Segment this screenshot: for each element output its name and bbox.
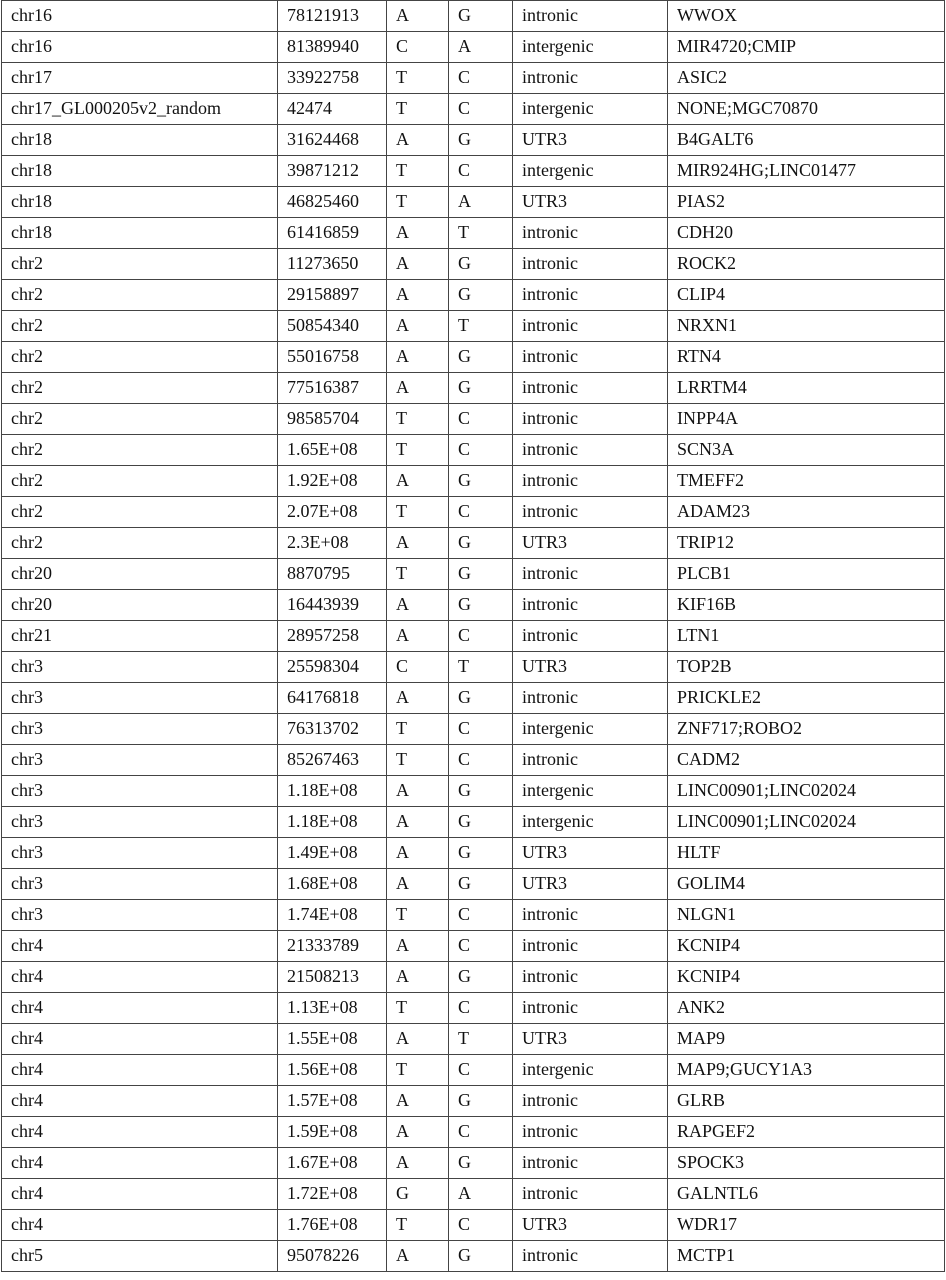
region-cell: intronic [513,590,668,621]
position-cell: 1.55E+08 [278,1024,387,1055]
alt-allele-cell: G [449,683,513,714]
table-row [2,342,945,373]
table-row [2,745,945,776]
table-row [2,776,945,807]
alt-allele-cell: G [449,249,513,280]
ref-allele-cell: C [387,32,449,63]
ref-allele-cell: T [387,187,449,218]
position-cell: 21508213 [278,962,387,993]
chromosome-cell: chr3 [2,714,278,745]
alt-allele-cell: A [449,1179,513,1210]
position-cell: 1.18E+08 [278,776,387,807]
position-cell: 1.65E+08 [278,435,387,466]
position-cell: 31624468 [278,125,387,156]
alt-allele-cell: C [449,931,513,962]
region-cell: intergenic [513,807,668,838]
position-cell: 28957258 [278,621,387,652]
chromosome-cell: chr16 [2,1,278,32]
position-cell: 29158897 [278,280,387,311]
alt-allele-cell: G [449,125,513,156]
gene-cell: SPOCK3 [668,1148,945,1179]
region-cell: intronic [513,993,668,1024]
gene-cell: MAP9 [668,1024,945,1055]
position-cell: 50854340 [278,311,387,342]
table-row [2,1241,945,1272]
table-row [2,249,945,280]
ref-allele-cell: G [387,1179,449,1210]
chromosome-cell: chr21 [2,621,278,652]
alt-allele-cell: G [449,1086,513,1117]
region-cell: intronic [513,745,668,776]
alt-allele-cell: G [449,590,513,621]
region-cell: intronic [513,1117,668,1148]
chromosome-cell: chr2 [2,373,278,404]
position-cell: 1.59E+08 [278,1117,387,1148]
alt-allele-cell: C [449,993,513,1024]
region-cell: UTR3 [513,125,668,156]
table-row [2,280,945,311]
region-cell: intronic [513,218,668,249]
chromosome-cell: chr2 [2,435,278,466]
chromosome-cell: chr2 [2,528,278,559]
position-cell: 1.57E+08 [278,1086,387,1117]
table-row [2,621,945,652]
ref-allele-cell: T [387,435,449,466]
position-cell: 33922758 [278,63,387,94]
table-row [2,931,945,962]
table-row [2,559,945,590]
table-row [2,311,945,342]
table-row [2,497,945,528]
table-row [2,125,945,156]
region-cell: intronic [513,931,668,962]
chromosome-cell: chr3 [2,745,278,776]
region-cell: intronic [513,962,668,993]
alt-allele-cell: G [449,1148,513,1179]
chromosome-cell: chr2 [2,497,278,528]
table-row [2,32,945,63]
position-cell: 55016758 [278,342,387,373]
chromosome-cell: chr3 [2,652,278,683]
position-cell: 1.74E+08 [278,900,387,931]
alt-allele-cell: G [449,838,513,869]
table-row [2,528,945,559]
chromosome-cell: chr3 [2,807,278,838]
region-cell: UTR3 [513,838,668,869]
gene-cell: CDH20 [668,218,945,249]
chromosome-cell: chr4 [2,962,278,993]
chromosome-cell: chr17 [2,63,278,94]
ref-allele-cell: A [387,466,449,497]
alt-allele-cell: T [449,311,513,342]
ref-allele-cell: T [387,497,449,528]
ref-allele-cell: A [387,528,449,559]
position-cell: 11273650 [278,249,387,280]
position-cell: 81389940 [278,32,387,63]
gene-cell: KCNIP4 [668,962,945,993]
chromosome-cell: chr18 [2,125,278,156]
gene-cell: ZNF717;ROBO2 [668,714,945,745]
table-row [2,373,945,404]
ref-allele-cell: T [387,1210,449,1241]
alt-allele-cell: G [449,466,513,497]
gene-cell: GOLIM4 [668,869,945,900]
chromosome-cell: chr3 [2,838,278,869]
ref-allele-cell: T [387,1055,449,1086]
chromosome-cell: chr16 [2,32,278,63]
alt-allele-cell: A [449,187,513,218]
gene-cell: KCNIP4 [668,931,945,962]
ref-allele-cell: A [387,838,449,869]
table-row [2,466,945,497]
ref-allele-cell: A [387,218,449,249]
table-row [2,1179,945,1210]
ref-allele-cell: A [387,931,449,962]
gene-cell: GALNTL6 [668,1179,945,1210]
position-cell: 46825460 [278,187,387,218]
ref-allele-cell: A [387,1024,449,1055]
variant-table [1,0,945,1272]
chromosome-cell: chr3 [2,683,278,714]
alt-allele-cell: G [449,807,513,838]
chromosome-cell: chr2 [2,280,278,311]
ref-allele-cell: T [387,900,449,931]
region-cell: intronic [513,280,668,311]
alt-allele-cell: C [449,497,513,528]
gene-cell: KIF16B [668,590,945,621]
alt-allele-cell: G [449,280,513,311]
region-cell: intronic [513,621,668,652]
alt-allele-cell: T [449,218,513,249]
region-cell: intronic [513,311,668,342]
chromosome-cell: chr2 [2,311,278,342]
table-row [2,714,945,745]
ref-allele-cell: T [387,63,449,94]
alt-allele-cell: G [449,528,513,559]
region-cell: UTR3 [513,528,668,559]
position-cell: 1.67E+08 [278,1148,387,1179]
gene-cell: ADAM23 [668,497,945,528]
chromosome-cell: chr20 [2,590,278,621]
region-cell: intronic [513,900,668,931]
chromosome-cell: chr4 [2,1179,278,1210]
region-cell: intergenic [513,156,668,187]
gene-cell: ROCK2 [668,249,945,280]
region-cell: intronic [513,1148,668,1179]
table-row [2,652,945,683]
alt-allele-cell: G [449,869,513,900]
ref-allele-cell: A [387,807,449,838]
alt-allele-cell: C [449,1055,513,1086]
alt-allele-cell: C [449,621,513,652]
position-cell: 1.72E+08 [278,1179,387,1210]
ref-allele-cell: A [387,776,449,807]
table-row [2,590,945,621]
chromosome-cell: chr3 [2,776,278,807]
gene-cell: RAPGEF2 [668,1117,945,1148]
position-cell: 64176818 [278,683,387,714]
position-cell: 1.68E+08 [278,869,387,900]
position-cell: 42474 [278,94,387,125]
chromosome-cell: chr4 [2,1117,278,1148]
chromosome-cell: chr2 [2,466,278,497]
ref-allele-cell: A [387,249,449,280]
alt-allele-cell: G [449,342,513,373]
alt-allele-cell: G [449,776,513,807]
gene-cell: PLCB1 [668,559,945,590]
alt-allele-cell: C [449,156,513,187]
position-cell: 2.07E+08 [278,497,387,528]
table-row [2,63,945,94]
ref-allele-cell: A [387,1086,449,1117]
table-row [2,94,945,125]
table-row [2,838,945,869]
table-row [2,1210,945,1241]
chromosome-cell: chr2 [2,342,278,373]
table-row [2,435,945,466]
position-cell: 25598304 [278,652,387,683]
region-cell: intronic [513,404,668,435]
region-cell: UTR3 [513,1210,668,1241]
gene-cell: LTN1 [668,621,945,652]
gene-cell: MAP9;GUCY1A3 [668,1055,945,1086]
position-cell: 8870795 [278,559,387,590]
table-row [2,187,945,218]
gene-cell: B4GALT6 [668,125,945,156]
gene-cell: NRXN1 [668,311,945,342]
region-cell: intronic [513,373,668,404]
alt-allele-cell: G [449,1241,513,1272]
gene-cell: GLRB [668,1086,945,1117]
region-cell: intronic [513,1086,668,1117]
chromosome-cell: chr18 [2,187,278,218]
gene-cell: SCN3A [668,435,945,466]
alt-allele-cell: G [449,1,513,32]
alt-allele-cell: C [449,435,513,466]
chromosome-cell: chr4 [2,931,278,962]
table-row [2,1117,945,1148]
alt-allele-cell: T [449,652,513,683]
region-cell: UTR3 [513,187,668,218]
ref-allele-cell: T [387,156,449,187]
gene-cell: TRIP12 [668,528,945,559]
alt-allele-cell: C [449,404,513,435]
ref-allele-cell: A [387,962,449,993]
gene-cell: MIR924HG;LINC01477 [668,156,945,187]
ref-allele-cell: T [387,745,449,776]
position-cell: 85267463 [278,745,387,776]
region-cell: intergenic [513,1055,668,1086]
ref-allele-cell: T [387,559,449,590]
region-cell: intronic [513,63,668,94]
ref-allele-cell: A [387,125,449,156]
alt-allele-cell: C [449,1210,513,1241]
chromosome-cell: chr5 [2,1241,278,1272]
chromosome-cell: chr18 [2,218,278,249]
chromosome-cell: chr4 [2,1148,278,1179]
position-cell: 21333789 [278,931,387,962]
chromosome-cell: chr4 [2,1024,278,1055]
gene-cell: RTN4 [668,342,945,373]
alt-allele-cell: C [449,63,513,94]
gene-cell: ANK2 [668,993,945,1024]
ref-allele-cell: A [387,373,449,404]
ref-allele-cell: A [387,1,449,32]
chromosome-cell: chr2 [2,404,278,435]
alt-allele-cell: C [449,745,513,776]
table-row [2,993,945,1024]
table-row [2,404,945,435]
region-cell: intronic [513,1,668,32]
region-cell: intronic [513,1179,668,1210]
alt-allele-cell: C [449,900,513,931]
gene-cell: CLIP4 [668,280,945,311]
region-cell: intergenic [513,94,668,125]
ref-allele-cell: A [387,311,449,342]
position-cell: 61416859 [278,218,387,249]
chromosome-cell: chr4 [2,1210,278,1241]
position-cell: 1.56E+08 [278,1055,387,1086]
region-cell: UTR3 [513,1024,668,1055]
table-row [2,1148,945,1179]
gene-cell: CADM2 [668,745,945,776]
alt-allele-cell: G [449,962,513,993]
ref-allele-cell: A [387,683,449,714]
ref-allele-cell: A [387,1117,449,1148]
position-cell: 1.76E+08 [278,1210,387,1241]
table-row [2,218,945,249]
alt-allele-cell: G [449,373,513,404]
position-cell: 95078226 [278,1241,387,1272]
region-cell: intronic [513,683,668,714]
table-row [2,869,945,900]
position-cell: 77516387 [278,373,387,404]
table-row [2,962,945,993]
gene-cell: NONE;MGC70870 [668,94,945,125]
chromosome-cell: chr4 [2,1055,278,1086]
ref-allele-cell: T [387,993,449,1024]
gene-cell: MIR4720;CMIP [668,32,945,63]
gene-cell: LINC00901;LINC02024 [668,807,945,838]
position-cell: 39871212 [278,156,387,187]
position-cell: 1.18E+08 [278,807,387,838]
gene-cell: TOP2B [668,652,945,683]
gene-cell: PRICKLE2 [668,683,945,714]
ref-allele-cell: A [387,1241,449,1272]
gene-cell: PIAS2 [668,187,945,218]
gene-cell: WWOX [668,1,945,32]
region-cell: intronic [513,1241,668,1272]
chromosome-cell: chr17_GL000205v2_random [2,94,278,125]
position-cell: 78121913 [278,1,387,32]
ref-allele-cell: A [387,280,449,311]
table-row [2,900,945,931]
table-row [2,1086,945,1117]
region-cell: intergenic [513,32,668,63]
position-cell: 1.49E+08 [278,838,387,869]
ref-allele-cell: T [387,714,449,745]
ref-allele-cell: A [387,621,449,652]
table-row [2,156,945,187]
gene-cell: HLTF [668,838,945,869]
table-row [2,1055,945,1086]
table-row [2,1,945,32]
gene-cell: NLGN1 [668,900,945,931]
chromosome-cell: chr4 [2,1086,278,1117]
position-cell: 16443939 [278,590,387,621]
ref-allele-cell: A [387,869,449,900]
region-cell: intronic [513,249,668,280]
position-cell: 98585704 [278,404,387,435]
position-cell: 76313702 [278,714,387,745]
table-body [2,1,945,1272]
table-row [2,1024,945,1055]
gene-cell: ASIC2 [668,63,945,94]
gene-cell: LINC00901;LINC02024 [668,776,945,807]
region-cell: UTR3 [513,652,668,683]
ref-allele-cell: A [387,590,449,621]
alt-allele-cell: G [449,559,513,590]
ref-allele-cell: C [387,652,449,683]
position-cell: 1.13E+08 [278,993,387,1024]
position-cell: 2.3E+08 [278,528,387,559]
alt-allele-cell: T [449,1024,513,1055]
alt-allele-cell: C [449,94,513,125]
chromosome-cell: chr2 [2,249,278,280]
region-cell: intronic [513,466,668,497]
chromosome-cell: chr18 [2,156,278,187]
ref-allele-cell: A [387,1148,449,1179]
position-cell: 1.92E+08 [278,466,387,497]
region-cell: intronic [513,497,668,528]
alt-allele-cell: A [449,32,513,63]
gene-cell: TMEFF2 [668,466,945,497]
ref-allele-cell: A [387,342,449,373]
ref-allele-cell: T [387,404,449,435]
chromosome-cell: chr4 [2,993,278,1024]
ref-allele-cell: T [387,94,449,125]
region-cell: intronic [513,435,668,466]
alt-allele-cell: C [449,714,513,745]
region-cell: intergenic [513,776,668,807]
chromosome-cell: chr3 [2,869,278,900]
gene-cell: MCTP1 [668,1241,945,1272]
region-cell: UTR3 [513,869,668,900]
chromosome-cell: chr3 [2,900,278,931]
region-cell: intergenic [513,714,668,745]
gene-cell: LRRTM4 [668,373,945,404]
gene-cell: WDR17 [668,1210,945,1241]
region-cell: intronic [513,559,668,590]
table-row [2,807,945,838]
chromosome-cell: chr20 [2,559,278,590]
region-cell: intronic [513,342,668,373]
table-row [2,683,945,714]
alt-allele-cell: C [449,1117,513,1148]
gene-cell: INPP4A [668,404,945,435]
